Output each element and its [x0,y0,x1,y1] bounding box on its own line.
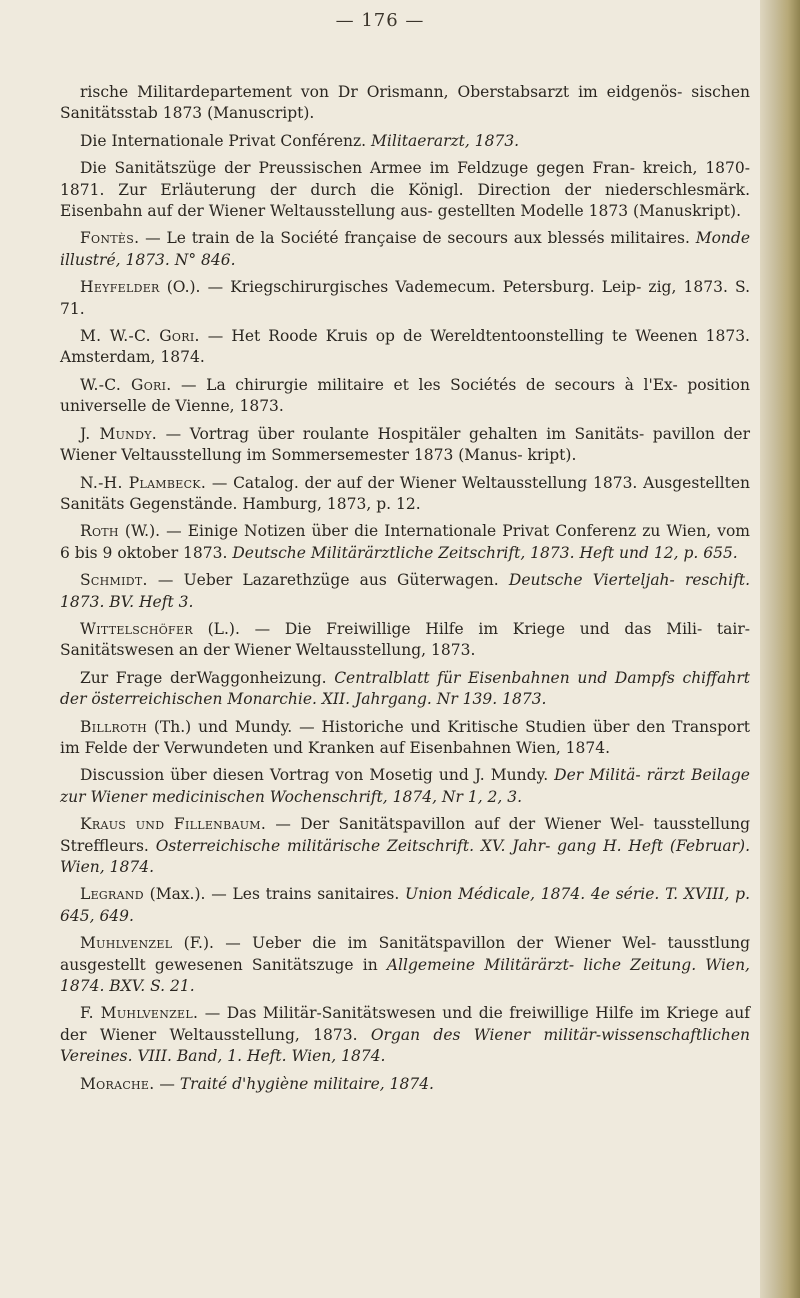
bibliography-entry: Roth (W.). — Einige Notizen über die Internationale Privat Conferenz zu Wien, vom 6 bis 9 oktober 1873. Deutsche Militärärztliche Zeitschrift, 1873. Heft und 12, p. 655. [60,522,750,562]
bibliography-entry: N.-H. Plambeck. — Catalog. der auf der Wiener Weltausstellung 1873. Ausgestellten Sanitäts Gegenstände. Hamburg, 1873, p. 12. [60,473,750,513]
page-number: — 176 — [335,10,425,31]
bibliography-entry: Wittelschöfer (L.). — Die Freiwillige Hilfe im Kriege und das Mili- tair-Sanitätswesen an der Wiener Weltausstellung, 1873. [60,619,750,660]
bibliography-entry: Die Internationale Privat Conférenz. Militaerarzt, 1873. [80,131,520,150]
bibliography-entry: M. W.-C. Gori. — Het Roode Kruis op de Wereldtentoonstelling te Weenen 1873. Amsterdam, 1874. [60,327,750,367]
bibliography-entry: Discussion über diesen Vortrag von Mosetig und J. Mundy. Der Militä- rärzt Beilage zur Wiener medicinischen Wochenschrift, 1874, Nr 1, 2, 3. [60,766,750,806]
bibliography-entry: Billroth (Th.) und Mundy. — Historiche und Kritische Studien über den Transport im Felde der Verwundeten und Kranken auf Eisenbahnen Wien, 1874. [60,717,750,757]
bibliography-entry: Legrand (Max.). — Les trains sanitaires. Union Médicale, 1874. 4e série. T. XVIII, p. 645, 649. [60,885,750,925]
bibliography-list [60,82,750,1101]
bibliography-entry: Die Sanitätszüge der Preussischen Armee im Feldzuge gegen Fran- kreich, 1870-1871. Zur Erläuterung der durch die Königl. Direction der niederschlesmärk. Eisenbahn auf der Wiener Weltausstellung aus- gestellten Modelle 1873 (Manuskript). [60,159,750,221]
bibliography-entry: Muhlvenzel (F.). — Ueber die im Sanitätspavillon der Wiener Wel- tausstlung ausgestellt gewesenen Sanitätszuge in Allgemeine Militärärzt- liche Zeitung. Wien, 1874. BXV. S. 21. [60,934,750,996]
bibliography-entry: Zur Frage derWaggonheizung. Centralblatt für Eisenbahnen und Dampfs chiffahrt der österreichischen Monarchie. XII. Jahrgang. Nr 139. 1873. [60,668,750,709]
bibliography-entry: Fontès. — Le train de la Société française de secours aux blessés militaires. Monde illustré, 1873. N° 846. [60,229,750,269]
bibliography-entry: Kraus und Fillenbaum. — Der Sanitätspavillon auf der Wiener Wel- tausstellung Streffleurs. Osterreichische militärische Zeitschrift. XV. Jahr- gang H. Heft (Februar). Wien, 1874. [60,815,750,876]
bibliography-entry: Morache. — Traité d'hygiène militaire, 1874. [80,1074,434,1093]
bibliography-entry: rische Militardepartement von Dr Orismann, Oberstabsarzt im eidgenös- sischen Sanitätsstab 1873 (Manuscript). [60,83,750,123]
bibliography-entry: F. Muhlvenzel. — Das Militär-Sanitätswesen und die freiwillige Hilfe im Kriege auf der Wiener Weltausstellung, 1873. Organ des Wiener militär-wissenschaftlichen Vereines. VIII. Band, 1. Heft. Wien, 1874. [60,1004,750,1066]
bibliography-entry: W.-C. Gori. — La chirurgie militaire et les Sociétés de secours à l'Ex- position universelle de Vienne, 1873. [60,375,750,416]
bibliography-entry: J. Mundy. — Vortrag über roulante Hospitäler gehalten im Sanitäts- pavillon der Wiener Veltausstellung im Sommersemester 1873 (Manus- kript). [60,424,751,465]
page-edge [760,0,800,1298]
bibliography-entry: Schmidt. — Ueber Lazarethzüge aus Güterwagen. Deutsche Vierteljah- reschift. 1873. BV. Heft 3. [60,571,751,611]
bibliography-entry: Heyfelder (O.). — Kriegschirurgisches Vademecum. Petersburg. Leip- zig, 1873. S. 71. [60,278,750,318]
